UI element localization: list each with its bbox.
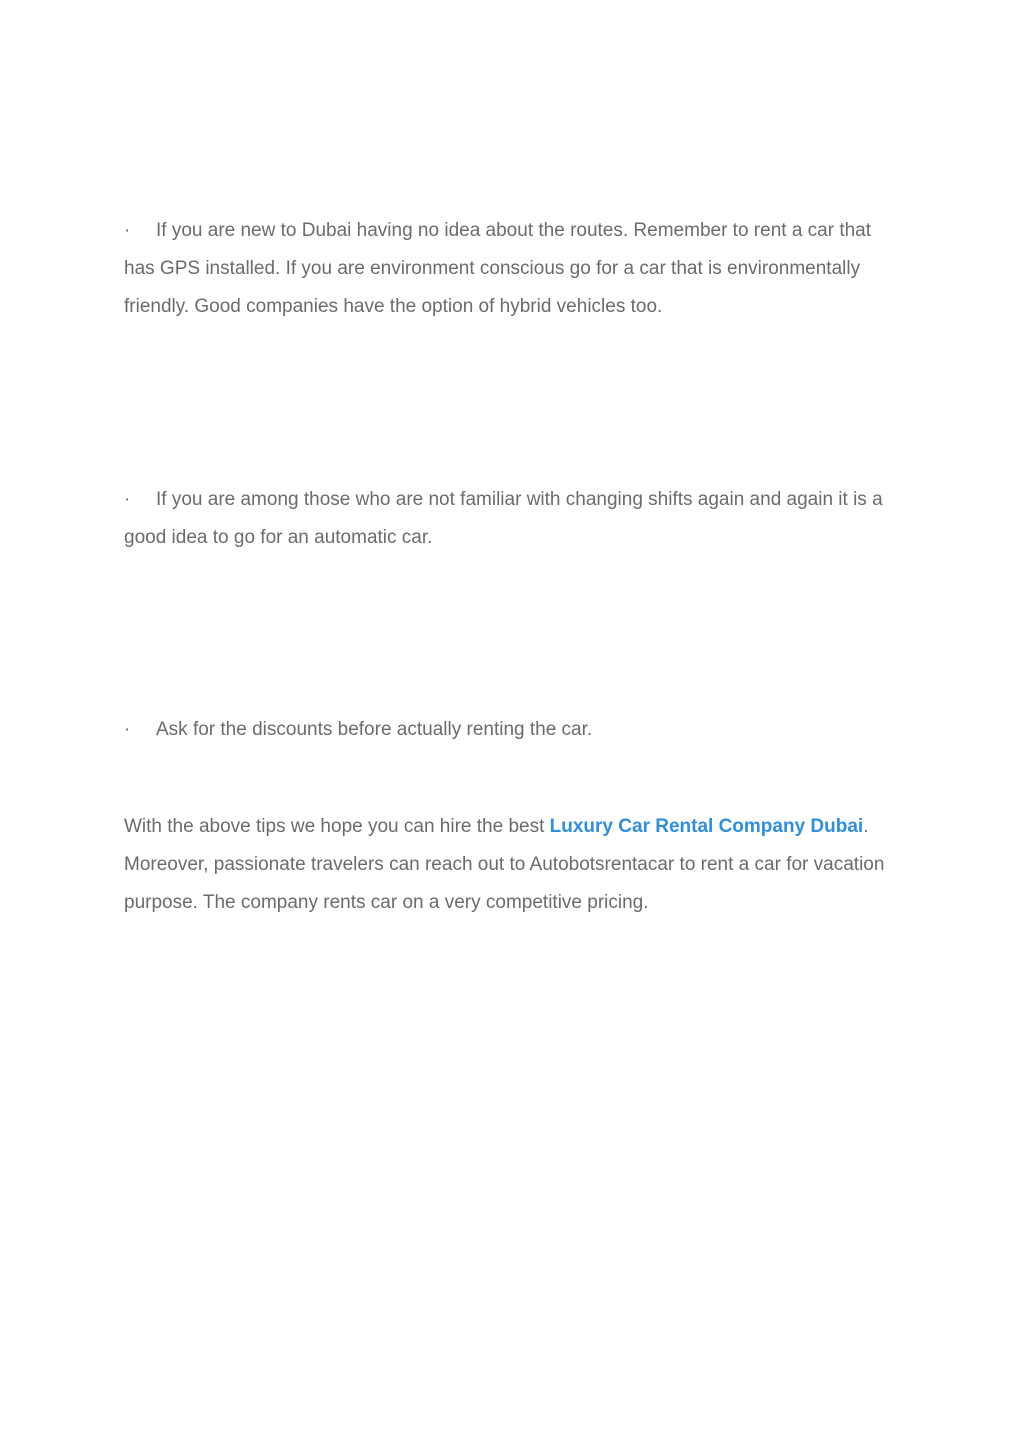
- bullet-dot: ·: [124, 719, 131, 740]
- closing-text-after-link: . Moreover, passionate travelers can reach out to Autobotsrentacar to rent a car for vacation purpose. The company rents car on a very competitive pricing.: [124, 816, 885, 913]
- tip-text: If you are among those who are not familiar with changing shifts again and again it is a good idea to go for an automatic car.: [124, 489, 883, 548]
- tip-paragraph-discounts: [124, 711, 904, 749]
- tip-text: If you are new to Dubai having no idea about the routes. Remember to rent a car that has GPS installed. If you are environment conscious go for a car that is environmentally friendly. Good companies have the option of hybrid vehicles too.: [124, 220, 872, 317]
- closing-text-before-link: With the above tips we hope you can hire the best: [124, 816, 550, 837]
- closing-paragraph: [124, 808, 904, 922]
- tip-text: Ask for the discounts before actually renting the car.: [156, 719, 593, 740]
- bullet-dot: ·: [124, 220, 131, 241]
- luxury-car-rental-link[interactable]: Luxury Car Rental Company Dubai: [549, 816, 864, 837]
- tip-paragraph-gps: [124, 212, 904, 326]
- tip-paragraph-automatic: [124, 481, 904, 557]
- bullet-dot: ·: [124, 489, 131, 510]
